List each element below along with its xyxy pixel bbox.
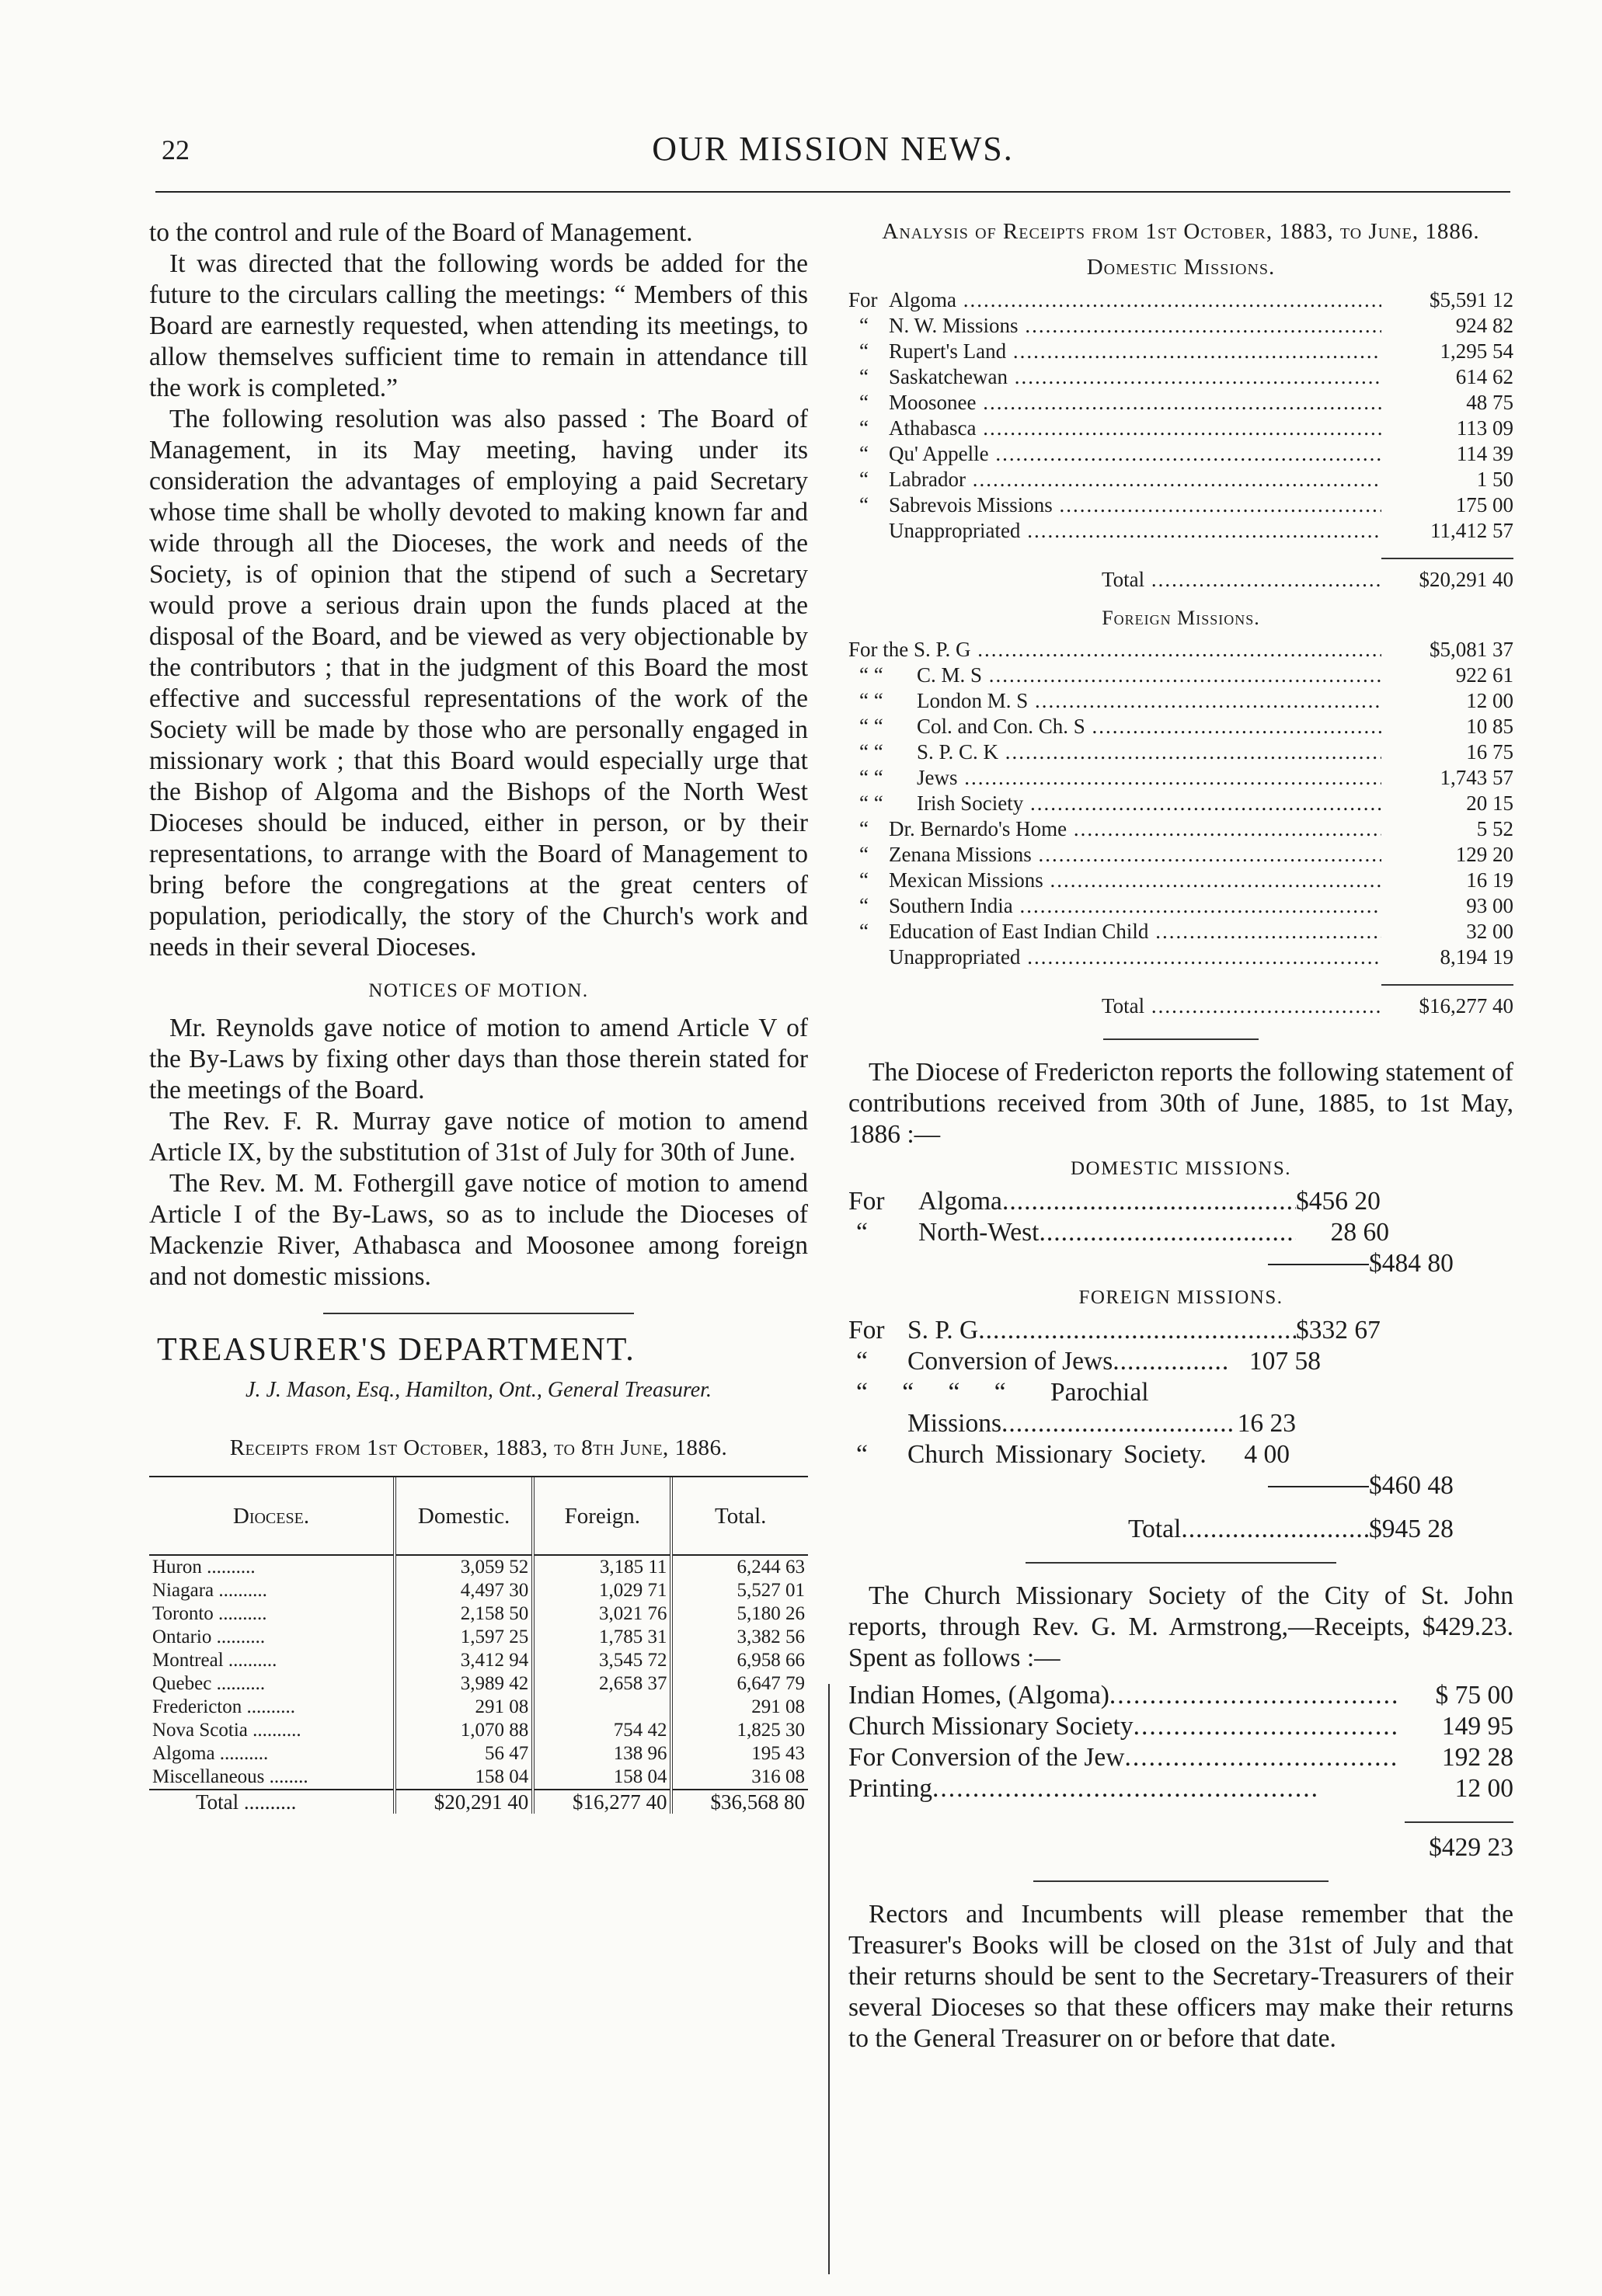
fred-foreign-heading: FOREIGN MISSIONS.: [1078, 1287, 1283, 1308]
notice-paragraph: Mr. Reynolds gave notice of motion to amend Article V of the By-Laws by fixing other days than those therein stated for the meetings of the Board.: [149, 1014, 808, 1105]
fred-foreign-item: For S. P. G ..... $332 67: [848, 1315, 1513, 1346]
paragraph: to the control and rule of the Board of Management.: [149, 218, 693, 247]
list-item: “ Moosonee ..... 48 75: [848, 390, 1513, 416]
total-cell: 195 43: [671, 1742, 808, 1765]
domestic-cell: 3,059 52: [395, 1555, 533, 1579]
table-row: [149, 1672, 808, 1696]
domestic-cell: 1,597 25: [395, 1626, 533, 1649]
list-item: For Algoma ..... $5,591 12: [848, 287, 1513, 313]
foreign-cell: 754 42: [533, 1719, 671, 1742]
foreign-total: Total ..... $16,277 40: [848, 990, 1513, 1021]
domestic-cell: 1,070 88: [395, 1719, 533, 1742]
notice-paragraph: The Rev. M. M. Fothergill gave notice of motion to amend Article I of the By-Laws, so as to include the Dioceses of Mackenzie River, Athabasca and Moosonee among foreign and not domestic missions.: [149, 1169, 808, 1291]
list-item: “ “ C. M. S ..... 922 61: [848, 663, 1513, 688]
domestic-cell: 4,497 30: [395, 1579, 533, 1602]
list-item: “ Zenana Missions ..... 129 20: [848, 842, 1513, 868]
list-item: Printing ..... 12 00: [848, 1773, 1513, 1804]
col-header-domestic: Domestic.: [395, 1477, 533, 1555]
foreign-cell: 158 04: [533, 1765, 671, 1790]
treasurer-department-title: TREASURER'S DEPARTMENT.: [157, 1332, 636, 1368]
domestic-total: Total ..... $20,291 40: [848, 564, 1513, 595]
list-item: “ Qu' Appelle ..... 114 39: [848, 441, 1513, 467]
domestic-cell: 158 04: [395, 1765, 533, 1790]
treasurer-name: J. J. Mason, Esq., Hamilton, Ont., General Treasurer.: [246, 1378, 712, 1402]
list-item: For Conversion of the Jew ..... 192 28: [848, 1742, 1513, 1773]
list-item: “ Athabasca ..... 113 09: [848, 416, 1513, 441]
table-row: [149, 1719, 808, 1742]
fred-foreign-item: “ Conversion of Jews ..... 107 58: [848, 1346, 1513, 1377]
diocese-name: Nova Scotia ..........: [152, 1720, 301, 1741]
fred-total: Total ..... $945 28: [848, 1514, 1513, 1545]
total-cell: 316 08: [671, 1765, 808, 1790]
foreign-cell: 3,021 76: [533, 1602, 671, 1626]
diocese-name: Montreal ..........: [152, 1650, 277, 1671]
fred-foreign-item: “ “ “ “ Parochial: [856, 1378, 1149, 1407]
total-cell: 6,647 79: [671, 1672, 808, 1696]
paragraph: The following resolution was also passed : The Board of Management, in its May meeting, having under its consideration the advantages of employing a paid Secretary whose time shall be wholly devoted to making known far and wide through all the Dioceses, the work and needs of the Society, is of opinion that the stipend of such a Secretary would prove a serious drain upon the funds placed at the disposal of the Board, and be viewed as very objectionable by the contributors ; that in the judgment of this Board the most effective and successful representations of the work of the Society will be made by those who are personally engaged in missionary work ; that this Board would especially urge that the Bishop of Algoma and the Bishops of the North West Dioceses should be induced, either in person, or by their representations, to arrange with the Board of Management to bring before the congregations at the great centers of population, periodically, the story of the Church's work and needs in their several Dioceses.: [149, 405, 808, 962]
list-item: “ “ Irish Society ..... 20 15: [848, 791, 1513, 816]
foreign-cell: 2,658 37: [533, 1672, 671, 1696]
receipts-title: Receipts from 1st October, 1883, to 8th June, 1886.: [229, 1435, 728, 1460]
fred-foreign-sum: $460 48: [848, 1470, 1513, 1501]
total-cell: 1,825 30: [671, 1719, 808, 1742]
domestic-heading: Domestic Missions.: [1086, 255, 1276, 280]
domestic-cell: 2,158 50: [395, 1602, 533, 1626]
right-column: [848, 217, 1513, 2054]
table-row: [149, 1555, 808, 1579]
fred-foreign-item: Missions ..... 16 23: [848, 1408, 1513, 1439]
table-row: [149, 1649, 808, 1672]
section-divider: [1103, 1038, 1259, 1040]
table-row: [149, 1742, 808, 1765]
diocese-name: Fredericton ..........: [152, 1696, 295, 1717]
list-item: “ Rupert's Land ..... 1,295 54: [848, 339, 1513, 364]
table-row: [149, 1626, 808, 1649]
foreign-list: [848, 637, 1513, 970]
table-header-row: [149, 1477, 808, 1555]
list-item: “ Saskatchewan ..... 614 62: [848, 364, 1513, 390]
list-item: “ Dr. Bernardo's Home ..... 5 52: [848, 816, 1513, 842]
list-item: “ “ S. P. C. K ..... 16 75: [848, 739, 1513, 765]
list-item: “ Sabrevois Missions ..... 175 00: [848, 492, 1513, 518]
foreign-cell: 1,029 71: [533, 1579, 671, 1602]
total-cell: 6,958 66: [671, 1649, 808, 1672]
foreign-heading: Foreign Missions.: [1102, 607, 1260, 629]
analysis-title: Analysis of Receipts from 1st October, 1883, to June, 1886.: [882, 219, 1480, 244]
closing-paragraph: Rectors and Incumbents will please remember that the Treasurer's Books will be closed on the 31st of July and that their returns should be sent to the Secretary-Treasurers of their several Dioceses so that these officers may make their returns to the General Treasurer on or before that date.: [848, 1900, 1513, 2053]
foreign-cell: 138 96: [533, 1742, 671, 1765]
list-item: Unappropriated ..... 8,194 19: [848, 944, 1513, 970]
diocese-name: Niagara ..........: [152, 1580, 267, 1601]
paragraph: It was directed that the following words be added for the future to the circulars calling the meetings: “ Members of this Board are earnestly requested, when attending its meetings, to allow themselves sufficient time to remain in attendance till the work is completed.”: [149, 249, 808, 402]
list-item: “ N. W. Missions ..... 924 82: [848, 313, 1513, 339]
domestic-cell: 3,989 42: [395, 1672, 533, 1696]
total-cell: 3,382 56: [671, 1626, 808, 1649]
diocese-name: Ontario ..........: [152, 1626, 266, 1647]
total-domestic: $20,291 40: [395, 1790, 533, 1814]
domestic-cell: 291 08: [395, 1696, 533, 1719]
sum-rule: [1381, 984, 1513, 986]
left-column: [149, 217, 808, 1814]
page-number: 22: [162, 134, 190, 165]
domestic-cell: 56 47: [395, 1742, 533, 1765]
diocese-name: Miscellaneous ........: [152, 1766, 308, 1787]
fred-domestic-item: “ North-West ..... 28 60: [848, 1217, 1513, 1248]
list-item: Unappropriated ..... 11,412 57: [848, 518, 1513, 544]
total-grand: $36,568 80: [671, 1790, 808, 1814]
notice-paragraph: The Rev. F. R. Murray gave notice of motion to amend Article IX, by the substitution of 31st of July for 30th of June.: [149, 1107, 808, 1167]
column-divider: [828, 1684, 830, 2274]
total-cell: 6,244 63: [671, 1555, 808, 1579]
domestic-list: [848, 287, 1513, 544]
list-item: “ Labrador ..... 1 50: [848, 467, 1513, 492]
fred-foreign-item: “ Church Missionary Society. 4 00: [856, 1440, 1290, 1469]
table-row: [149, 1765, 808, 1790]
col-header-diocese: Diocese.: [149, 1477, 395, 1555]
list-item: “ “ Col. and Con. Ch. S ..... 10 85: [848, 714, 1513, 739]
section-divider: [1033, 1880, 1329, 1882]
fred-domestic-heading: DOMESTIC MISSIONS.: [1071, 1158, 1291, 1179]
total-foreign: $16,277 40: [533, 1790, 671, 1814]
table-row: [149, 1696, 808, 1719]
cms-intro: The Church Missionary Society of the City of St. John reports, through Rev. G. M. Armstrong,—Receipts, $429.23. Spent as follows :—: [848, 1581, 1513, 1672]
list-item: “ Mexican Missions ..... 16 19: [848, 868, 1513, 893]
col-header-total: Total.: [671, 1477, 808, 1555]
page-header: [155, 130, 1510, 180]
foreign-cell: 3,185 11: [533, 1555, 671, 1579]
fred-domestic-item: For Algoma ..... $456 20: [848, 1186, 1513, 1217]
list-item: “ Education of East Indian Child ..... 32 00: [848, 919, 1513, 944]
page-title: OUR MISSION NEWS.: [652, 130, 1014, 168]
list-item: “ “ Jews ..... 1,743 57: [848, 765, 1513, 791]
receipts-table: [149, 1477, 808, 1814]
total-label: Total ..........: [149, 1790, 395, 1814]
domestic-cell: 3,412 94: [395, 1649, 533, 1672]
fred-domestic-sum: $484 80: [848, 1248, 1513, 1279]
table-row: [149, 1579, 808, 1602]
list-item: Church Missionary Society ..... 149 95: [848, 1711, 1513, 1742]
diocese-name: Quebec ..........: [152, 1673, 266, 1694]
notices-heading: NOTICES OF MOTION.: [368, 980, 589, 1001]
col-header-foreign: Foreign.: [533, 1477, 671, 1555]
diocese-name: Algoma ..........: [152, 1743, 269, 1764]
diocese-name: Huron ..........: [152, 1557, 256, 1578]
foreign-cell: 1,785 31: [533, 1626, 671, 1649]
header-rule: [155, 191, 1510, 193]
table-total-row: [149, 1790, 808, 1814]
list-item: Indian Homes, (Algoma) ..... $ 75 00: [848, 1680, 1513, 1711]
fredericton-intro: The Diocese of Fredericton reports the following statement of contributions received from 30th of June, 1885, to 1st May, 1886 :—: [848, 1058, 1513, 1149]
foreign-cell: [533, 1696, 671, 1719]
cms-total: $429 23: [1429, 1833, 1513, 1862]
cms-list: [848, 1680, 1513, 1804]
table-row: [149, 1602, 808, 1626]
list-item: “ Southern India ..... 93 00: [848, 893, 1513, 919]
list-item: For the S. P. G ..... $5,081 37: [848, 637, 1513, 663]
foreign-cell: 3,545 72: [533, 1649, 671, 1672]
sum-rule: [1381, 558, 1513, 559]
section-divider: [1026, 1562, 1336, 1564]
total-cell: 5,180 26: [671, 1602, 808, 1626]
section-divider: [323, 1313, 634, 1314]
diocese-name: Toronto ..........: [152, 1603, 267, 1624]
list-item: “ “ London M. S ..... 12 00: [848, 688, 1513, 714]
total-cell: 291 08: [671, 1696, 808, 1719]
sum-rule: [1405, 1821, 1513, 1823]
total-cell: 5,527 01: [671, 1579, 808, 1602]
